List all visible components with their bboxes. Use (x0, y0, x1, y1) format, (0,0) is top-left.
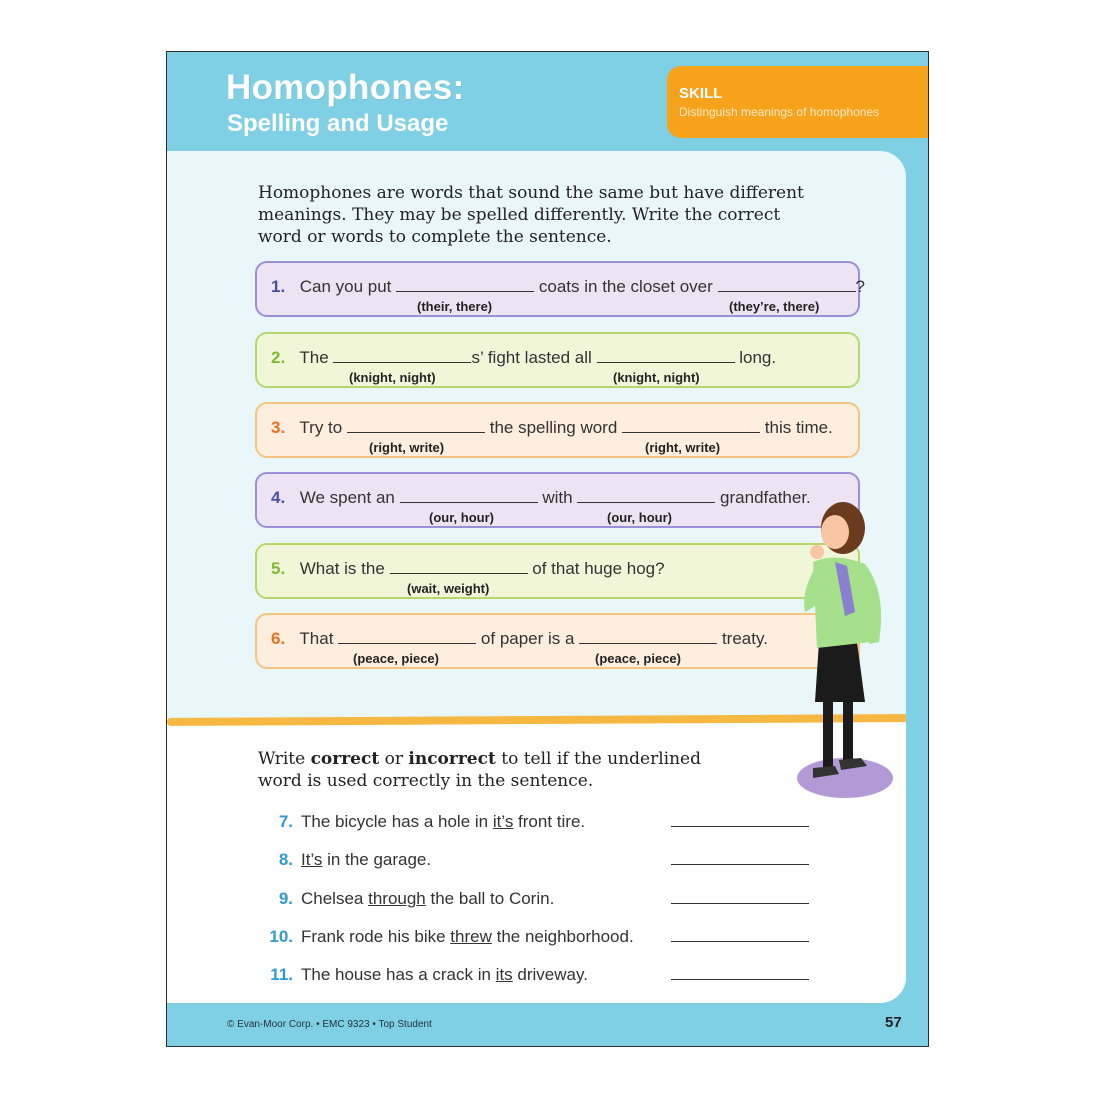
question-text: That (299, 629, 334, 648)
item-text: driveway. (512, 965, 588, 984)
item-text: the ball to Corin. (425, 889, 555, 908)
question-text: s’ fight lasted all (471, 348, 592, 367)
question-number: 6. (271, 629, 286, 648)
answer-blank[interactable] (718, 277, 856, 292)
check-item-8 (261, 850, 431, 870)
answer-line[interactable] (671, 941, 809, 942)
question-text: treaty. (721, 629, 768, 648)
item-number: 8. (278, 850, 293, 869)
question-text: with (542, 488, 573, 507)
item-text: the neighborhood. (491, 927, 634, 946)
underlined-word: its (495, 965, 513, 984)
underlined-word: it’s (492, 812, 514, 831)
question-6 (255, 613, 860, 669)
item-text: in the garage. (322, 850, 432, 869)
answer-blank[interactable] (597, 348, 735, 363)
question-number: 2. (271, 348, 286, 367)
check-item-10 (261, 927, 634, 947)
answer-blank[interactable] (577, 488, 715, 503)
item-number: 10. (269, 927, 293, 946)
answer-blank[interactable] (396, 277, 534, 292)
skill-description: Distinguish meanings of homophones (679, 105, 880, 119)
worksheet-page (166, 51, 929, 1047)
instruction-keyword: correct (310, 749, 380, 769)
answer-blank[interactable] (338, 629, 476, 644)
answer-line[interactable] (671, 979, 809, 980)
answer-blank[interactable] (622, 418, 760, 433)
question-number: 4. (271, 488, 286, 507)
word-choice-hint: (knight, night) (613, 370, 700, 385)
word-choice-hint: (wait, weight) (407, 581, 490, 596)
underlined-word: through (368, 889, 426, 908)
item-number: 11. (270, 965, 293, 984)
copyright-text: © Evan-Moor Corp. • EMC 9323 • Top Student (227, 1019, 432, 1030)
question-5 (255, 543, 860, 599)
question-text: The (299, 348, 329, 367)
question-text: long. (739, 348, 777, 367)
question-text: grandfather. (720, 488, 811, 507)
item-text: The house has a crack in (301, 965, 496, 984)
answer-blank[interactable] (579, 629, 717, 644)
question-4 (255, 472, 860, 528)
word-choice-hint: (peace, piece) (595, 651, 681, 666)
answer-blank[interactable] (333, 348, 471, 363)
word-choice-hint: (their, there) (417, 299, 493, 314)
question-text: this time. (764, 418, 833, 437)
question-3 (255, 402, 860, 458)
item-text: Frank rode his bike (301, 927, 451, 946)
question-text: the spelling word (489, 418, 618, 437)
word-choice-hint: (they’re, there) (729, 299, 820, 314)
instruction-text: to tell if the underlined word is used correctly in the sentence. (258, 749, 701, 791)
question-number: 3. (271, 418, 286, 437)
page-title: Homophones: (226, 68, 465, 107)
question-number: 1. (271, 277, 286, 296)
item-text: Chelsea (301, 889, 369, 908)
item-text: The bicycle has a hole in (301, 812, 493, 831)
item-text: front tire. (513, 812, 586, 831)
question-1 (255, 261, 865, 317)
skill-label: SKILL (679, 85, 723, 102)
question-text: We spent an (299, 488, 395, 507)
word-choice-hint: (our, hour) (429, 510, 494, 525)
part2-instructions (258, 748, 718, 792)
answer-blank[interactable] (400, 488, 538, 503)
instruction-keyword: incorrect (408, 749, 496, 769)
answer-line[interactable] (671, 864, 809, 865)
girl-illustration-icon (795, 492, 905, 802)
item-number: 9. (278, 889, 293, 908)
question-text: Can you put (299, 277, 392, 296)
question-2 (255, 332, 860, 388)
answer-blank[interactable] (390, 559, 528, 574)
page-number: 57 (885, 1014, 902, 1031)
item-number: 7. (278, 812, 293, 831)
intro-text: Homophones are words that sound the same but have different meanings. They may be spelled differently. Write the correct word or words to complete the sentence. (258, 183, 804, 247)
answer-line[interactable] (671, 826, 809, 827)
question-text: ? (855, 277, 865, 296)
word-choice-hint: (our, hour) (607, 510, 672, 525)
skill-banner (667, 66, 929, 138)
instruction-text: Write (258, 749, 311, 769)
word-choice-hint: (right, write) (369, 440, 445, 455)
word-choice-hint: (peace, piece) (353, 651, 439, 666)
page-subtitle: Spelling and Usage (227, 110, 449, 137)
question-text: of paper is a (480, 629, 575, 648)
word-choice-hint: (right, write) (645, 440, 721, 455)
check-item-7 (261, 812, 585, 832)
word-choice-hint: (knight, night) (349, 370, 436, 385)
answer-line[interactable] (671, 903, 809, 904)
underlined-word: It’s (301, 850, 323, 869)
check-item-11 (261, 965, 588, 985)
question-text: of that huge hog? (532, 559, 665, 578)
question-number: 5. (271, 559, 286, 578)
answer-blank[interactable] (347, 418, 485, 433)
question-text: Try to (299, 418, 343, 437)
instruction-text: or (379, 749, 409, 769)
question-text: What is the (299, 559, 385, 578)
check-item-9 (261, 889, 554, 909)
question-text: coats in the closet over (538, 277, 713, 296)
underlined-word: threw (450, 927, 492, 946)
